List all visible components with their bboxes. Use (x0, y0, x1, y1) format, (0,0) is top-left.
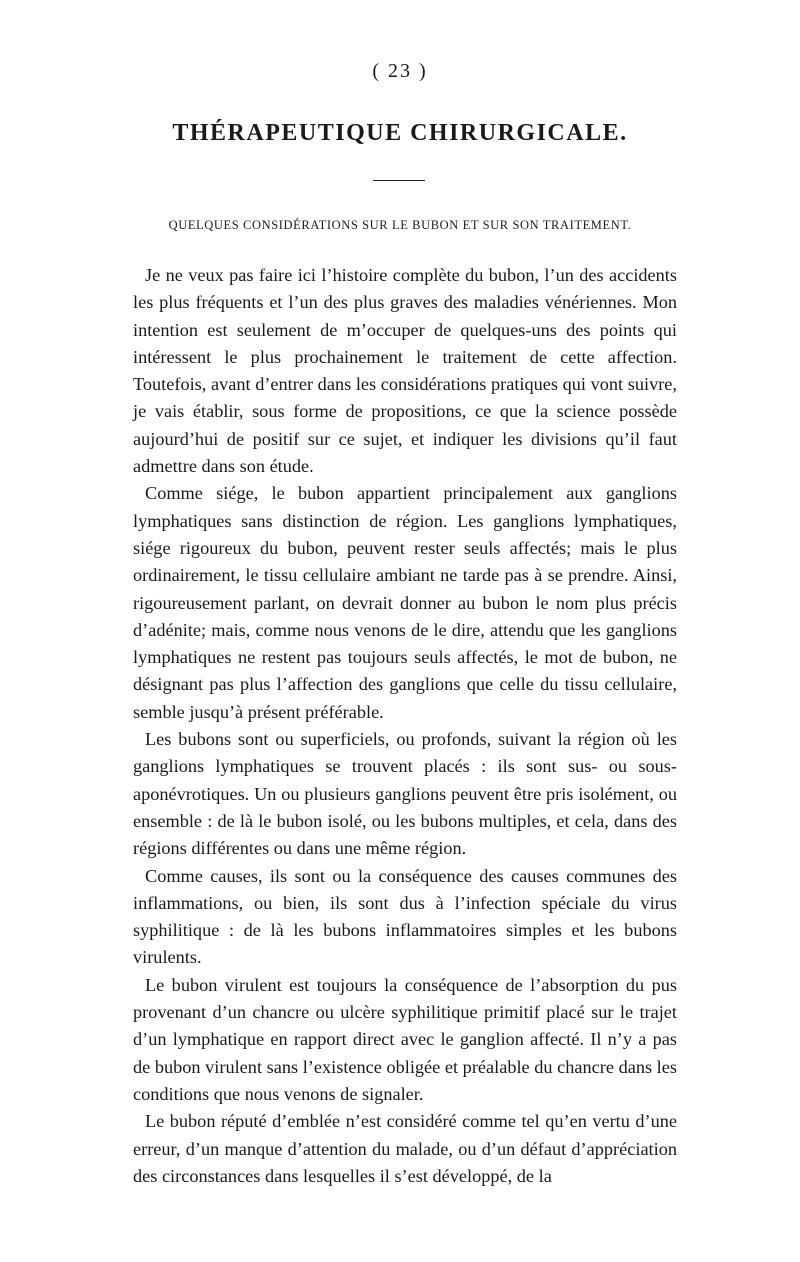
section-subtitle: QUELQUES CONSIDÉRATIONS SUR LE BUBON ET SUR SON TRAITEMENT. (168, 218, 632, 232)
body-text (133, 262, 677, 1190)
paragraph: Le bubon réputé d’emblée n’est considéré comme tel qu’en vertu d’une erreur, d’un manque d’attention du malade, ou d’un défaut d’appréciation des circonstances dans lesquelles il s’est développé, de la (133, 1111, 677, 1186)
paragraph: Comme causes, ils sont ou la conséquence des causes communes des inflammations, ou bien, ils sont dus à l’infection spéciale du virus syphilitique : de là les bubons inflammatoires simples et les bubons virulents. (133, 865, 677, 968)
page-number: ( 23 ) (372, 60, 428, 82)
paragraph: Je ne veux pas faire ici l’histoire complète du bubon, l’un des accidents les plus fréquents et l’un des plus graves des maladies vénériennes. Mon intention est seulement de m’occuper de quelques-uns des points qui intéressent le plus prochainement le traitement de cette affection. Toutefois, avant d’entrer dans les considérations pratiques qui vont suivre, je vais établir, sous forme de propositions, ce que la science possède aujourd’hui de positif sur ce sujet, et indiquer les divisions qu’il faut admettre dans son étude. (133, 265, 677, 477)
paragraph: Comme siége, le bubon appartient principalement aux ganglions lymphatiques sans distinction de région. Les ganglions lymphatiques, siége rigoureux du bubon, peuvent rester seuls affectés; mais le plus ordinairement, le tissu cellulaire ambiant ne tarde pas à se prendre. Ainsi, rigoureusement parlant, on devrait donner au bubon le nom plus précis d’adénite; mais, comme nous venons de le dire, attendu que les ganglions lymphatiques ne restent pas toujours seuls affectés, le mot de bubon, ne désignant pas plus l’affection des ganglions que celle du tissu cellulaire, semble jusqu’à présent préférable. (133, 483, 677, 722)
paragraph: Le bubon virulent est toujours la conséquence de l’absorption du pus provenant d’un chancre ou ulcère syphilitique primitif placé sur le trajet d’un lymphatique en rapport direct avec le ganglion affecté. Il n’y a pas de bubon virulent sans l’existence obligée et préalable du chancre dans les conditions que nous venons de signaler. (133, 974, 677, 1104)
title-divider (373, 180, 425, 181)
chapter-title: THÉRAPEUTIQUE CHIRURGICALE. (172, 120, 628, 146)
paragraph: Les bubons sont ou superficiels, ou profonds, suivant la région où les ganglions lymphatiques se trouvent placés : ils sont sus- ou sous-aponévrotiques. Un ou plusieurs ganglions peuvent être pris isolément, ou ensemble : de là le bubon isolé, ou les bubons multiples, et cela, dans des régions différentes ou dans une même région. (133, 729, 677, 859)
